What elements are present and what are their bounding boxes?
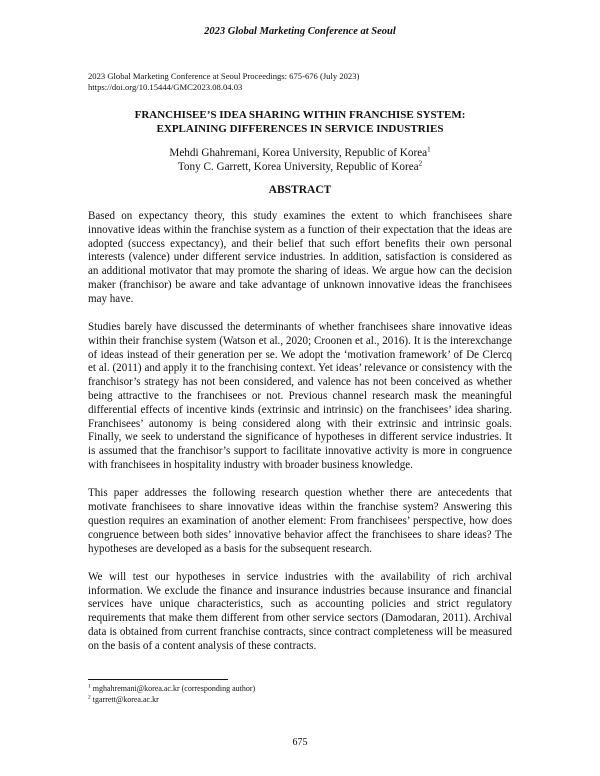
page-number: 675: [292, 737, 308, 748]
author-2-footnote-mark: 2: [418, 159, 423, 168]
footnote-2-mark: 2: [88, 693, 91, 700]
paragraph-1: Based on expectancy theory, this study examines the extent to which franchisees share innovative ideas within the franchise system as a function of their expectation that the ideas are adopted (success expectancy), and their belief that such effort benefits their own personal interests (valence) under different service industries. In addition, satisfaction is considered as an additional motivator that may promote the sharing of ideas. We argue how can the decision maker (franchisor) be aware and take advantage of unknown innovative ideas the franchisees may have.: [88, 210, 512, 305]
proceedings-info: [88, 71, 518, 93]
abstract-body: [88, 210, 512, 668]
paper-title: [60, 109, 540, 136]
footnotes: [88, 684, 508, 705]
author-list: [60, 146, 540, 174]
paragraph-4: We will test our hypotheses in service industries with the availability of rich archival information. We exclude the finance and insurance industries because insurance and financial services have unique characteristics, such as accounting policies and strict regulatory requirements that make them different from other service sectors (Damodaran, 2011). Archival data is obtained from current franchise contracts, since contract completeness will be measured on the basis of a content analysis of these contracts.: [88, 570, 512, 652]
footnote-1: [88, 684, 508, 695]
author-1-name: Mehdi Ghahremani, Korea University, Republic of Korea: [169, 147, 428, 159]
proceedings-citation: 2023 Global Marketing Conference at Seoul Proceedings: 675-676 (July 2023): [88, 71, 360, 81]
footnote-2: [88, 695, 508, 706]
paragraph-3: This paper addresses the following research question whether there are antecedents that motivate franchisees to share innovative ideas within the franchise system? Answering this question requires an examination of another element: From franchisees’ perspective, how does congruence between both sides’ innovative behavior affect the franchisees to share ideas? The hypotheses are developed as a basis for the subsequent research.: [88, 487, 512, 555]
doi-link[interactable]: https://doi.org/10.15444/GMC2023.08.04.03: [88, 82, 243, 92]
author-1-footnote-mark: 1: [427, 145, 431, 154]
footnote-1-mark: 1: [88, 683, 91, 690]
paper-title-line-1: FRANCHISEE’S IDEA SHARING WITHIN FRANCHISE SYSTEM:: [134, 109, 466, 121]
paper-title-line-2: EXPLAINING DIFFERENCES IN SERVICE INDUSTRIES: [156, 122, 444, 135]
author-2-name: Tony C. Garrett, Korea University, Republic of Korea: [177, 161, 419, 173]
abstract-heading: ABSTRACT: [268, 184, 332, 196]
paragraph-2: Studies barely have discussed the determinants of whether franchisees share innovative ideas within their franchise system (Watson et al., 2020; Croonen et al., 2016). It is the interexchange of ideas instead of their generation per se. We adopt the ‘motivation framework’ of De Clercq et al. (2011) and apply it to the franchising context. Yet ideas’ relevance or consistency with the franchisor’s strategy has not been considered, and valence has not been conceived as whether being attractive to the franchisees or not. Previous channel research mask the meaningful differential effects of incentive kinds (extrinsic and intrinsic) on the franchisees’ idea sharing. Franchisees’ autonomy is being considered along with their extrinsic and intrinsic goals. Finally, we seek to understand the significance of hypotheses in different service industries. It is assumed that the franchisor’s support to facilitate innovative activity is more in congruence with franchisees in hospitality industry with broader business knowledge.: [88, 321, 512, 472]
footnote-2-email[interactable]: tgarrett@korea.ac.kr: [92, 694, 159, 704]
running-header: 2023 Global Marketing Conference at Seoul: [204, 26, 396, 37]
footnote-1-email[interactable]: mghahremani@korea.ac.kr (corresponding author): [92, 684, 256, 693]
footnote-divider: [88, 679, 228, 680]
author-1: [60, 146, 540, 160]
author-2: [60, 160, 540, 174]
